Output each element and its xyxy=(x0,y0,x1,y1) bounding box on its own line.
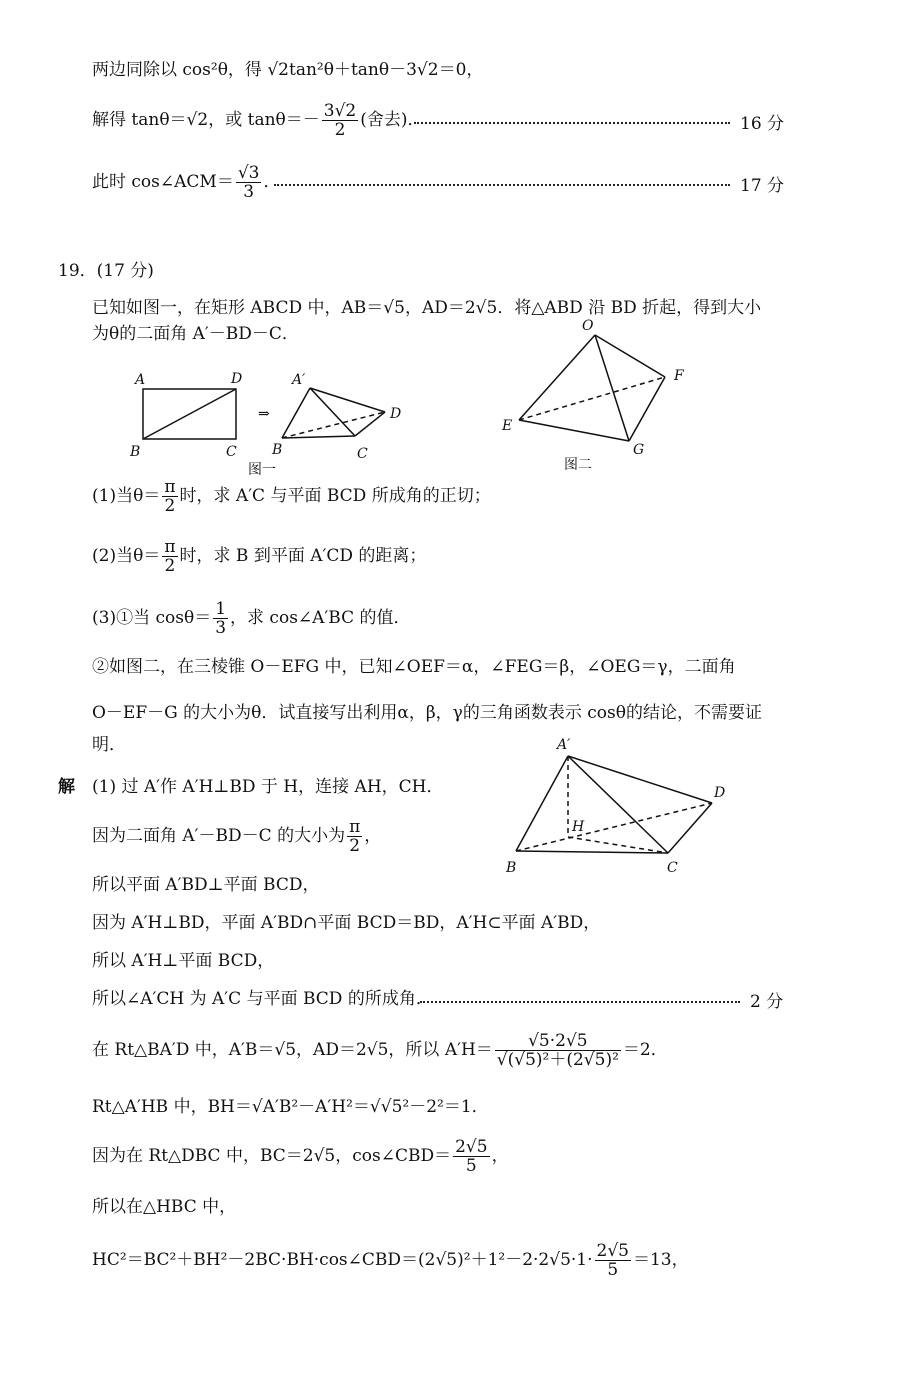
fraction: $\frac{√5\cdot 2√5}{\text{√(√5)²＋(2√5)²}}$ xyxy=(496,1031,619,1070)
label-e: E xyxy=(502,418,513,434)
part-1: (1)当θ＝ $\frac{\pi}{2}$ 时，求 A′C 与平面 BCD 所成角的正切； xyxy=(92,477,491,516)
label-b: B xyxy=(130,444,141,460)
fraction: $\frac{3√2}{2}$ xyxy=(323,101,357,140)
label-c: C xyxy=(226,444,237,460)
solution-line-8: Rt△A′HB 中，BH＝√A′B²－A′H²＝√√5²－2²＝1． xyxy=(92,1097,489,1117)
part-3-2-line-1: ②如图二，在三棱锥 O－EFG 中，已知∠OEF＝α，∠FEG＝β，∠OEG＝γ，二面角 xyxy=(92,657,736,677)
score-2: 2 分 xyxy=(750,992,784,1012)
question-stem-1: 已知如图一，在矩形 ABCD 中，AB＝√5，AD＝2√5．将△ABD 沿 BD 折起，得到大小 xyxy=(92,298,762,318)
figure-1-caption: 图一 xyxy=(248,462,276,478)
question-stem-2: 为θ的二面角 A′－BD－C． xyxy=(92,324,299,344)
prev-line-3: 此时 cos∠ACM＝ $\frac{√3}{3}$ ． xyxy=(92,163,281,202)
score-leader xyxy=(420,1001,740,1003)
label-c3: C xyxy=(667,860,678,876)
label-d2: D xyxy=(390,406,402,422)
label-a-prime: A′ xyxy=(292,372,306,388)
solution-label: 解 xyxy=(58,777,75,797)
fraction: $\frac{\pi}{2}$ xyxy=(164,537,176,576)
label-g: G xyxy=(633,442,645,458)
score-16: 16 分 xyxy=(740,114,785,134)
label-f: F xyxy=(674,368,684,384)
solution-line-2: 因为二面角 A′－BD－C 的大小为 $\frac{\pi}{2}$ ， xyxy=(92,817,382,856)
fraction: $\frac{\pi}{2}$ xyxy=(164,477,176,516)
part-3-2-line-3: 明． xyxy=(92,735,126,755)
part-2: (2)当θ＝ $\frac{\pi}{2}$ 时，求 B 到平面 A′CD 的距离； xyxy=(92,537,427,576)
fraction: $\frac{1}{3}$ xyxy=(215,599,227,638)
fraction: $\frac{2√5}{5}$ xyxy=(455,1137,488,1176)
label-b3: B xyxy=(506,860,517,876)
label-c2: C xyxy=(357,446,368,462)
label-d3: D xyxy=(714,785,726,801)
prev-line-1: 两边同除以 cos²θ，得 √2tan²θ＋tanθ－3√2＝0， xyxy=(92,60,484,80)
fraction: $\frac{√3}{3}$ xyxy=(237,163,260,202)
label-a: A xyxy=(135,372,146,388)
solution-line-3: 所以平面 A′BD⊥平面 BCD， xyxy=(92,875,320,895)
solution-line-11: HC²＝BC²＋BH²－2BC·BH·cos∠CBD＝(2√5)²＋1²－2·2√5·1· $\frac{2√5}{5}$ ＝13， xyxy=(92,1241,689,1280)
label-o: O xyxy=(582,318,594,334)
solution-line-10: 所以在△HBC 中， xyxy=(92,1197,237,1217)
label-a-prime-3: A′ xyxy=(557,737,571,753)
solution-line-4: 因为 A′H⊥BD，平面 A′BD∩平面 BCD＝BD，A′H⊂平面 A′BD， xyxy=(92,913,601,933)
prev-line-2-tail: (舍去)． xyxy=(360,110,425,130)
score-17: 17 分 xyxy=(740,176,785,196)
solution-line-5: 所以 A′H⊥平面 BCD， xyxy=(92,951,275,971)
arrow-symbol: ⇒ xyxy=(258,406,270,422)
question-number: 19．(17 分) xyxy=(58,261,154,281)
label-d: D xyxy=(231,371,243,387)
solution-line-6: 所以∠A′CH 为 A′C 与平面 BCD 的所成角． xyxy=(92,989,433,1009)
label-h3: H xyxy=(572,819,585,835)
label-b2: B xyxy=(272,442,283,458)
figure-2-caption: 图二 xyxy=(564,457,592,473)
prev-line-2-text: 解得 tanθ＝√2，或 tanθ＝－ xyxy=(92,110,320,130)
part-3: (3)①当 cosθ＝ $\frac{1}{3}$ ，求 cos∠A′BC 的值． xyxy=(92,599,411,638)
fraction: $\frac{2√5}{5}$ xyxy=(596,1241,629,1280)
solution-line-9: 因为在 Rt△DBC 中，BC＝2√5，cos∠CBD＝ $\frac{2√5}{5}$ ， xyxy=(92,1137,509,1176)
fraction: $\frac{\pi}{2}$ xyxy=(349,817,361,856)
solution-line-7: 在 Rt△BA′D 中，A′B＝√5，AD＝2√5，所以 A′H＝ $\frac{√5\cdot 2√5}{\text{√(√5)²＋(2√5)²}}$ ＝2． xyxy=(92,1031,668,1070)
part-3-2-line-2: O－EF－G 的大小为θ．试直接写出利用α，β，γ的三角函数表示 cosθ的结论，不需要证 xyxy=(92,703,762,723)
solution-line-1: (1) 过 A′作 A′H⊥BD 于 H，连接 AH，CH． xyxy=(92,777,444,797)
